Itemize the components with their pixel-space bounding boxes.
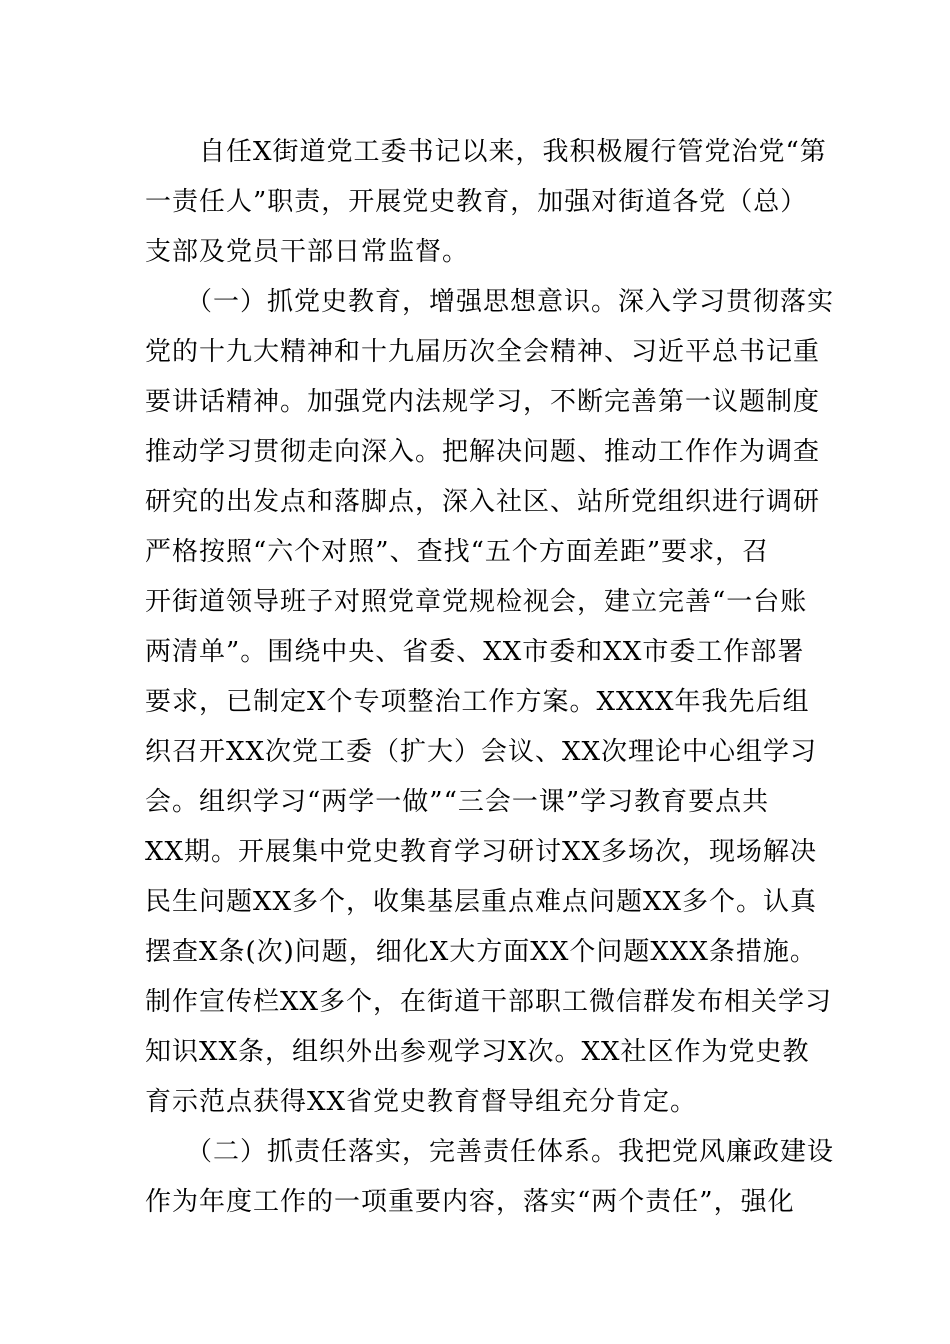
paragraph-line: 研究的出发点和落脚点，深入社区、站所党组织进行调研 [145, 487, 821, 517]
paragraph-line: 严格按照“六个对照”、查找“五个方面差距”要求，召 [145, 537, 770, 567]
paragraph-line: 民生问题XX多个，收集基层重点难点问题XX多个。认真 [145, 887, 818, 917]
paragraph-line: 支部及党员干部日常监督。 [145, 237, 470, 267]
paragraph-line: （二）抓责任落实，完善责任体系。我把党风廉政建设 [145, 1137, 835, 1167]
paragraph-line: 作为年度工作的一项重要内容，落实“两个责任”，强化 [145, 1187, 795, 1217]
paragraph-line: 摆查X条(次)问题，细化X大方面XX个问题XXX条措施。 [145, 937, 817, 967]
paragraph-line: 开街道领导班子对照党章党规检视会，建立完善“一台账 [145, 587, 808, 617]
paragraph-line: XX期。开展集中党史教育学习研讨XX多场次，现场解决 [145, 837, 818, 867]
paragraph-line: 党的十九大精神和十九届历次全会精神、习近平总书记重 [145, 337, 821, 367]
paragraph-line: 织召开XX次党工委（扩大）会议、XX次理论中心组学习 [145, 737, 818, 767]
paragraph-line: 知识XX条，组织外出参观学习X次。XX社区作为党史教 [145, 1037, 810, 1067]
document-body [145, 127, 835, 1227]
paragraph-line: 两清单”。围绕中央、省委、XX市委和XX市委工作部署 [145, 637, 805, 667]
paragraph-line: 会。组织学习“两学一做”“三会一课”学习教育要点共 [145, 787, 770, 817]
paragraph-line: 推动学习贯彻走向深入。把解决问题、推动工作作为调查 [145, 437, 821, 467]
paragraph-line: 制作宣传栏XX多个，在街道干部职工微信群发布相关学习 [145, 987, 833, 1017]
paragraph-line: 育示范点获得XX省党史教育督导组充分肯定。 [145, 1087, 698, 1117]
paragraph-line: 要求，已制定X个专项整治工作方案。XXXX年我先后组 [145, 687, 810, 717]
paragraph-line: 自任X街道党工委书记以来，我积极履行管党治党“第 [145, 137, 827, 167]
paragraph-line: 要讲话精神。加强党内法规学习，不断完善第一议题制度 [145, 387, 821, 417]
paragraph-line: 一责任人”职责，开展党史教育，加强对街道各党（总） [145, 187, 808, 217]
paragraph-line: （一）抓党史教育，增强思想意识。深入学习贯彻落实 [145, 287, 835, 317]
